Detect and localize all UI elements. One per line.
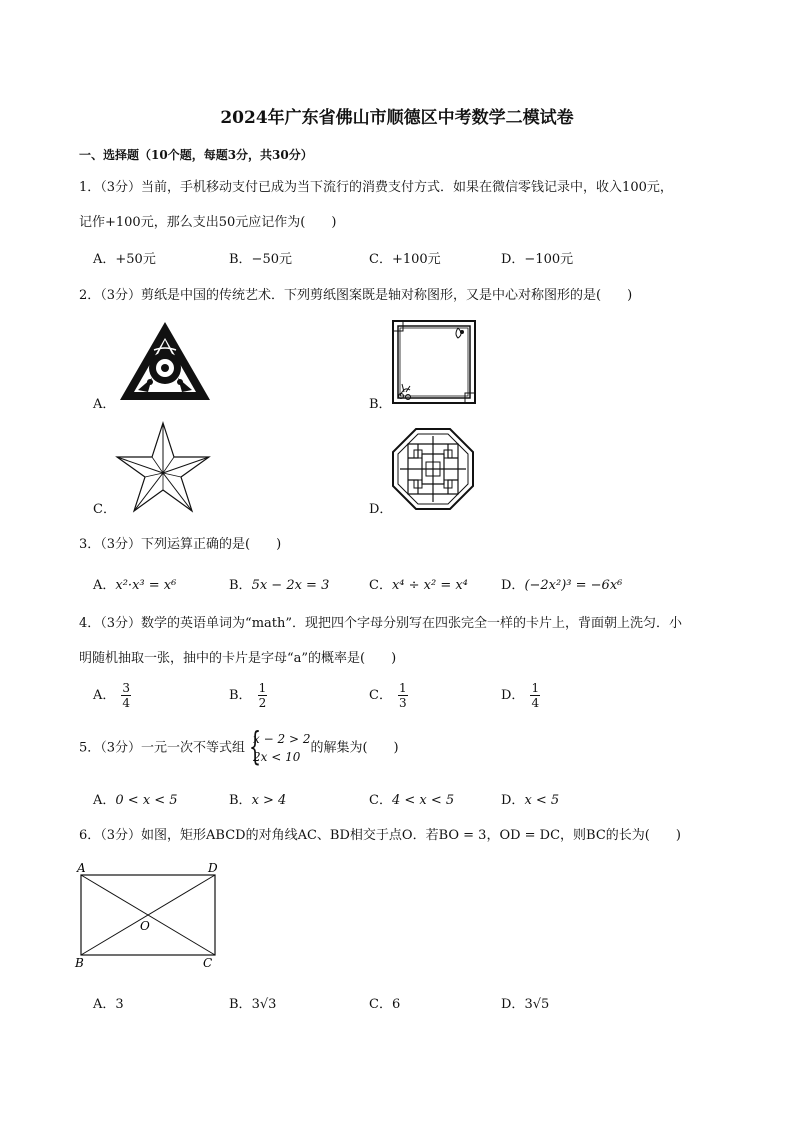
q4-option-b-letter: B． (229, 688, 252, 703)
q3-option-c-letter: C． (369, 578, 392, 593)
q4-option-a: $\frac{3}{4}$ (122, 681, 131, 710)
q2-stem: 2．（3分）剪纸是中国的传统艺术．下列剪纸图案既是轴对称图形，又是中心对称图形的是( ) (79, 288, 633, 303)
q1-stem-line2: 记作+100元，那么支出50元应记作为( ) (79, 215, 337, 230)
octagon-lattice-papercut-icon (392, 428, 474, 510)
vertex-label-d: D (208, 861, 218, 875)
q3-option-b: 5x − 2x = 3 (251, 578, 330, 593)
q6-option-c-letter: C． (369, 997, 392, 1012)
q6-stem: 6．（3分）如图，矩形ABCD的对角线AC、BD相交于点O．若BO = 3，OD = DC，则BC的长为( ) (79, 828, 681, 843)
q5-prefix: 5．（3分）一元一次不等式组 (79, 740, 246, 756)
q4-stem-line2: 明随机抽取一张，抽中的卡片是字母“a”的概率是( ) (79, 651, 397, 666)
q6-option-b: 3√3 (251, 997, 277, 1012)
square-frame-papercut-icon (392, 320, 476, 404)
page-title: 2024年广东省佛山市顺德区中考数学二模试卷 (220, 108, 574, 128)
center-label-o: O (140, 919, 150, 933)
q2-option-c-label: C． (93, 502, 116, 517)
star-papercut-icon (115, 421, 211, 513)
q3-option-d-letter: D． (501, 578, 525, 593)
q5-option-c-letter: C． (369, 793, 392, 808)
vertex-label-b: B (75, 956, 84, 970)
q5-inequality-system: { x − 2 > 2 2x < 10 (249, 724, 311, 768)
q1-option-b: B．−50元 (229, 252, 292, 267)
q5-suffix: 的解集为( ) (310, 740, 399, 756)
vertex-label-c: C (203, 956, 213, 970)
q4-stem-line1: 4．（3分）数学的英语单词为“math”．现把四个字母分别写在四张完全一样的卡片上，背面朝上洗匀．小 (79, 616, 683, 631)
q6-option-a-letter: A． (93, 997, 116, 1012)
section-heading: 一、选择题（10个题，每题3分，共30分） (79, 148, 313, 162)
q4-option-c: $\frac{1}{3}$ (398, 681, 407, 710)
q4-option-d: $\frac{1}{4}$ (531, 681, 540, 710)
q5-option-a: 0 < x < 5 (115, 793, 178, 808)
q2-option-b-label: B． (369, 397, 392, 412)
q4-option-b: $\frac{1}{2}$ (258, 681, 267, 710)
vertex-label-a: A (77, 861, 86, 875)
q1-option-d: D．−100元 (501, 252, 574, 267)
q3-option-d: (−2x²)³ = −6x⁶ (524, 578, 623, 593)
q1-option-a: A．+50元 (93, 252, 156, 267)
q3-option-a: x²·x³ = x⁶ (115, 578, 177, 593)
q6-option-b-letter: B． (229, 997, 252, 1012)
q1-stem-line1: 1．（3分）当前，手机移动支付已成为当下流行的消费支付方式．如果在微信零钱记录中，收入100元， (79, 180, 673, 195)
q5-option-d-letter: D． (501, 793, 525, 808)
triangle-papercut-icon (118, 320, 212, 402)
q5-option-b: x > 4 (251, 793, 287, 808)
q2-option-d-label: D． (369, 502, 393, 517)
q4-option-d-letter: D． (501, 688, 525, 703)
q3-option-a-letter: A． (93, 578, 116, 593)
q5-stem (79, 724, 399, 768)
q3-option-c: x⁴ ÷ x² = x⁴ (391, 578, 468, 593)
q5-option-d: x < 5 (524, 793, 560, 808)
q4-option-a-letter: A． (93, 688, 116, 703)
q3-stem: 3．（3分）下列运算正确的是( ) (79, 537, 282, 552)
q5-ineq1: x − 2 > 2 (253, 732, 311, 746)
q5-option-b-letter: B． (229, 793, 252, 808)
rectangle-diagram (72, 860, 232, 976)
q1-option-c: C．+100元 (369, 252, 441, 267)
q6-option-c: 6 (391, 997, 401, 1012)
q5-option-a-letter: A． (93, 793, 116, 808)
q4-option-c-letter: C． (369, 688, 392, 703)
q6-option-d: 3√5 (524, 997, 550, 1012)
q3-option-b-letter: B． (229, 578, 252, 593)
q6-option-a: 3 (115, 997, 124, 1012)
q2-option-a-label: A． (93, 397, 116, 412)
q6-option-d-letter: D． (501, 997, 525, 1012)
q5-ineq2: 2x < 10 (253, 750, 301, 764)
q5-option-c: 4 < x < 5 (391, 793, 455, 808)
